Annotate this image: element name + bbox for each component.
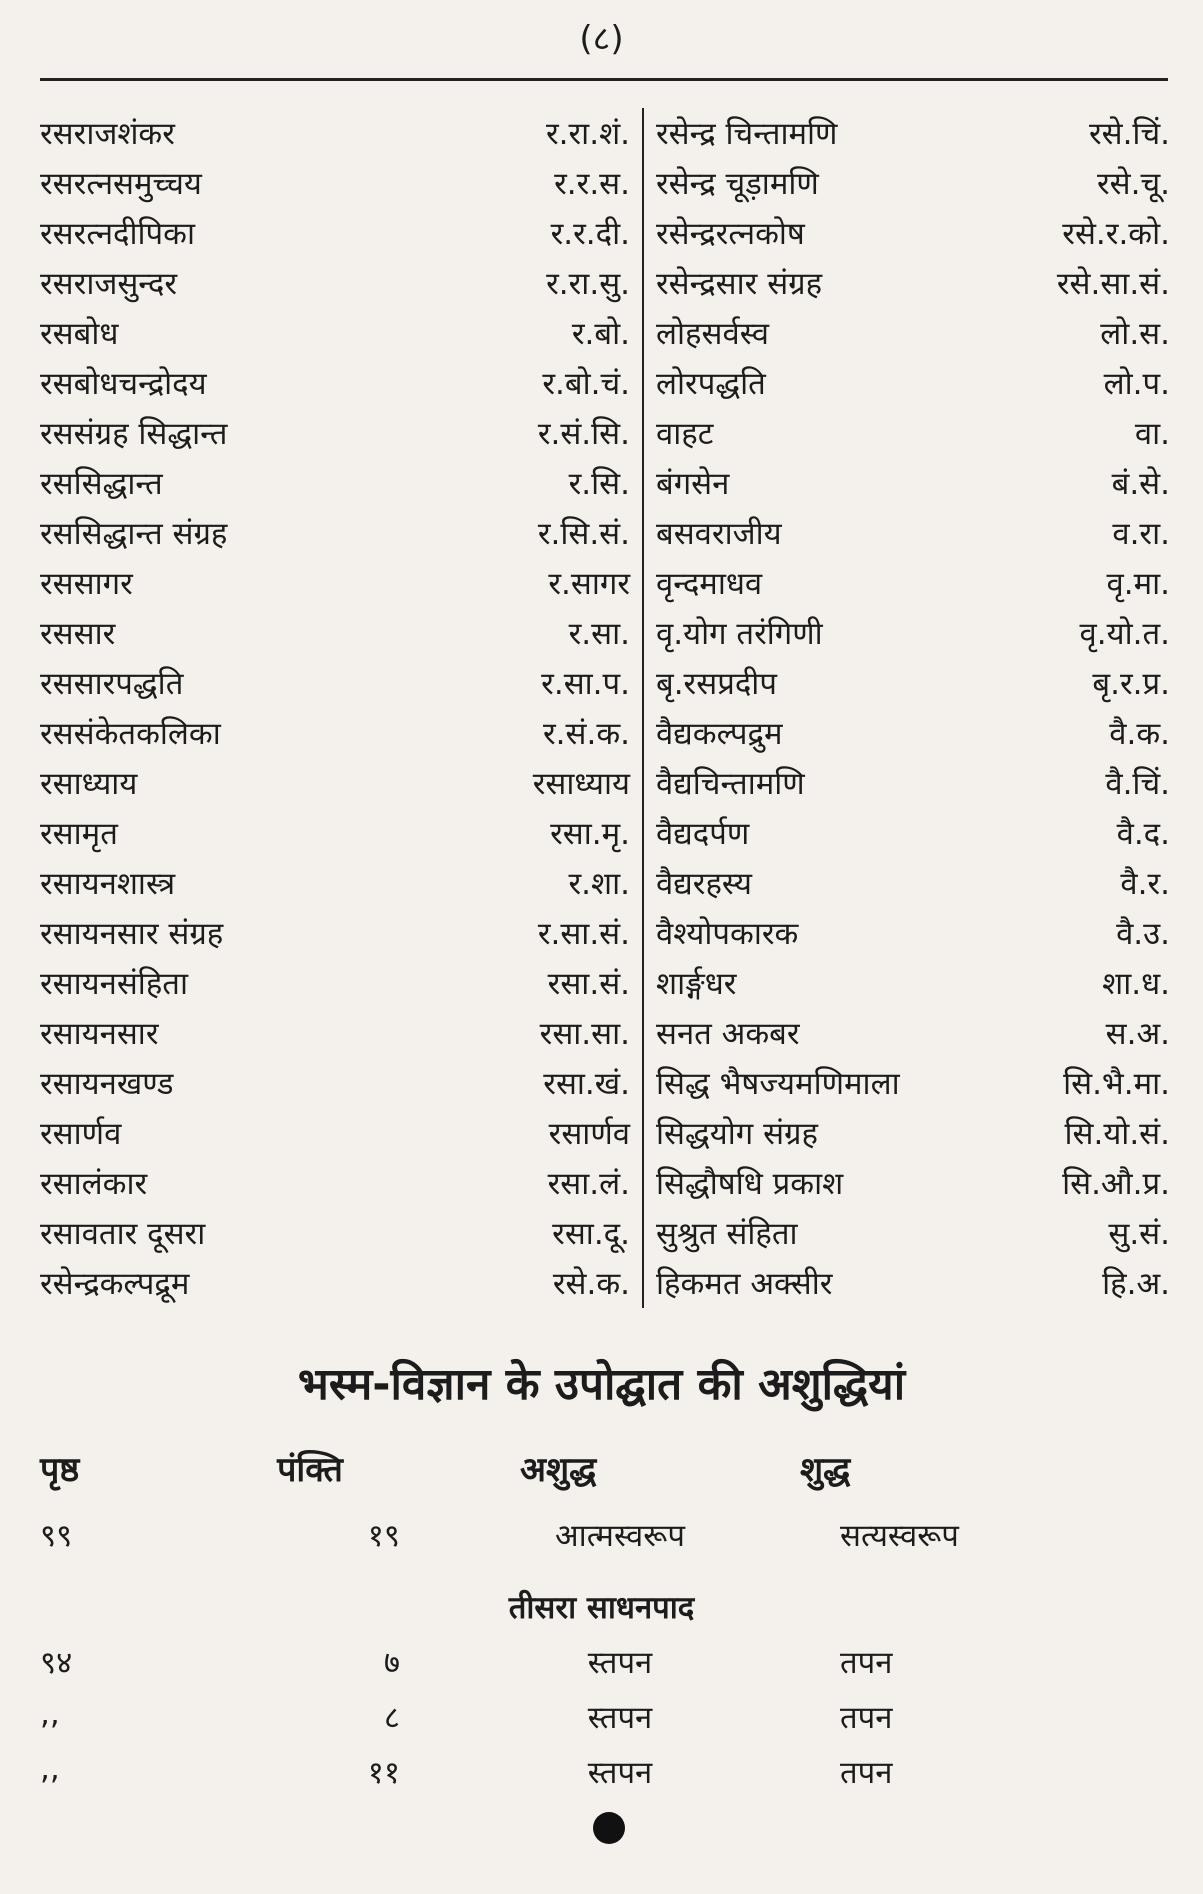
top-rule [40,78,1168,81]
left-abbr: रसा.सं. [547,966,630,1002]
abbreviation-table [40,108,1170,1308]
errata-line: १९ [367,1518,400,1554]
right-name: वाहट [656,416,714,452]
right-abbr: वृ.यो.त. [1079,616,1170,652]
abbreviation-row [40,358,1170,408]
right-name: सुश्रुत संहिता [656,1216,798,1252]
left-abbr: र.सि. [568,466,630,502]
abbreviation-row [40,558,1170,608]
right-name: लोहसर्वस्व [656,316,769,352]
errata-line: ८ [383,1700,400,1736]
left-name: रससिद्धान्त संग्रह [40,516,228,552]
left-name: रसाध्याय [40,766,138,802]
abbreviation-row [40,508,1170,558]
left-abbr: रसा.लं. [547,1166,630,1202]
right-name: बसवराजीय [656,516,782,552]
left-name: रसेन्द्रकल्पद्रूम [40,1266,190,1302]
right-abbr: वा. [1134,416,1170,452]
right-abbr: हि.अ. [1102,1266,1170,1302]
errata-right: तपन [840,1755,893,1791]
left-abbr: र.सि.सं. [537,516,630,552]
right-name: वृन्दमाधव [656,566,763,602]
right-name: सनत अकबर [656,1016,800,1052]
left-name: रसार्णव [40,1116,122,1152]
left-abbr: र.सं.क. [542,716,630,752]
abbreviation-row [40,1158,1170,1208]
abbreviation-row [40,108,1170,158]
left-abbr: रसे.क. [552,1266,630,1302]
left-abbr: र.बो. [571,316,630,352]
left-abbr: रसा.सा. [539,1016,630,1052]
left-abbr: रसार्णव [548,1116,630,1152]
left-abbr: र.शा. [568,866,630,902]
left-abbr: र.सं.सि. [537,416,630,452]
right-abbr: वै.चिं. [1105,766,1170,802]
right-abbr: बं.से. [1111,466,1170,502]
left-name: रसायनसंहिता [40,966,188,1002]
header-right: शुद्ध [800,1450,851,1490]
left-abbr: र.रा.शं. [545,116,630,152]
page-number: (८) [579,19,624,59]
abbreviation-row [40,258,1170,308]
errata-row [40,1751,1170,1793]
right-abbr: रसे.र.को. [1062,216,1170,252]
left-abbr: र.सागर [548,566,630,602]
abbreviation-row [40,658,1170,708]
right-abbr: वै.उ. [1116,916,1170,952]
abbreviation-row [40,1058,1170,1108]
left-abbr: रसा.मृ. [550,816,630,852]
left-abbr: रसा.दू. [552,1216,630,1252]
right-abbr: रसे.चू. [1096,166,1170,202]
page-bullet [593,1812,625,1844]
right-abbr: सि.औ.प्र. [1062,1166,1170,1202]
right-abbr: वै.द. [1116,816,1170,852]
right-abbr: स.अ. [1105,1016,1170,1052]
right-abbr: शा.ध. [1102,966,1170,1002]
right-name: सिद्धौषधि प्रकाश [656,1166,844,1202]
left-abbr: र.र.दी. [550,216,630,252]
section-heading: तीसरा साधनपाद [508,1590,695,1626]
right-name: वृ.योग तरंगिणी [656,616,823,652]
abbreviation-row [40,758,1170,808]
left-name: रसबोधचन्द्रोदय [40,366,207,402]
errata-wrong: स्तपन [587,1645,653,1681]
right-name: वैद्यदर्पण [656,816,750,852]
errata-line: ७ [383,1645,400,1681]
errata-wrong: स्तपन [587,1700,653,1736]
left-name: रसायनशास्त्र [40,866,176,902]
right-name: रसेन्द्र चिन्तामणि [656,116,838,152]
left-name: रसावतार दूसरा [40,1216,206,1252]
errata-row [40,1641,1170,1683]
left-abbr: रसा.खं. [543,1066,630,1102]
left-name: रसायनखण्ड [40,1066,174,1102]
right-name: रसेन्द्रसार संग्रह [656,266,823,302]
right-name: वैद्यकल्पद्रुम [656,716,783,752]
abbreviation-row [40,308,1170,358]
right-abbr: व.रा. [1112,516,1170,552]
errata-page: ९४ [40,1645,73,1681]
left-name: रसायनसार संग्रह [40,916,224,952]
errata-title: भस्म-विज्ञान के उपोद्घात की अशुद्धियां [297,1359,906,1410]
abbreviation-row [40,608,1170,658]
header-page: पृष्ठ [40,1450,80,1490]
errata-right: सत्यस्वरूप [840,1518,959,1554]
right-name: शार्ङ्गधर [656,966,737,1002]
right-name: वैश्योपकारक [656,916,799,952]
right-abbr: सु.सं. [1108,1216,1170,1252]
errata-wrong: आत्मस्वरूप [555,1518,685,1554]
left-name: रसरत्नदीपिका [40,216,195,252]
errata-page: ९९ [40,1518,73,1554]
right-abbr: सि.भै.मा. [1063,1066,1170,1102]
header-line: पंक्ति [277,1450,343,1490]
right-abbr: वै.क. [1109,716,1170,752]
abbreviation-row [40,908,1170,958]
abbreviation-row [40,1258,1170,1308]
left-name: रसराजसुन्दर [40,266,178,302]
left-name: रससिद्धान्त [40,466,163,502]
abbreviation-row [40,1008,1170,1058]
left-name: रसबोध [40,316,119,352]
errata-right: तपन [840,1700,893,1736]
errata-row [40,1514,1170,1556]
header-wrong: अशुद्ध [520,1450,597,1490]
errata-row [40,1696,1170,1738]
right-name: सिद्धयोग संग्रह [656,1116,818,1152]
errata-right: तपन [840,1645,893,1681]
right-name: बृ.रसप्रदीप [656,666,777,702]
left-name: रससार [40,616,116,652]
right-name: वैद्यरहस्य [656,866,752,902]
abbreviation-row [40,958,1170,1008]
left-name: रसराजशंकर [40,116,175,152]
right-name: बंगसेन [656,466,730,502]
abbreviation-row [40,858,1170,908]
left-abbr: र.बो.चं. [542,366,630,402]
abbreviation-row [40,1208,1170,1258]
left-abbr: र.सा. [568,616,630,652]
abbreviation-row [40,458,1170,508]
errata-page: ,, [40,1696,60,1732]
right-abbr: वै.र. [1120,866,1170,902]
left-name: रसरत्नसमुच्चय [40,166,202,202]
left-abbr: र.रा.सु. [546,266,630,302]
left-name: रसायनसार [40,1016,159,1052]
left-name: रसामृत [40,816,118,852]
errata-wrong: स्तपन [587,1755,653,1791]
abbreviation-row [40,708,1170,758]
errata-header [40,1445,1170,1491]
right-name: रसेन्द्ररत्नकोष [656,216,805,252]
right-name: वैद्यचिन्तामणि [656,766,805,802]
right-abbr: लो.स. [1100,316,1170,352]
right-abbr: रसे.चिं. [1088,116,1170,152]
left-abbr: र.सा.प. [541,666,630,702]
abbreviation-row [40,1108,1170,1158]
abbreviation-row [40,808,1170,858]
left-name: रससंकेतकलिका [40,716,221,752]
right-name: रसेन्द्र चूड़ामणि [656,166,819,202]
right-abbr: लो.प. [1103,366,1170,402]
left-name: रससागर [40,566,133,602]
left-abbr: रसाध्याय [532,766,630,802]
right-abbr: सि.यो.सं. [1064,1116,1170,1152]
errata-line: ११ [367,1755,400,1791]
right-abbr: वृ.मा. [1106,566,1170,602]
left-abbr: र.र.स. [554,166,630,202]
right-abbr: रसे.सा.सं. [1056,266,1170,302]
abbreviation-row [40,408,1170,458]
right-name: हिकमत अक्सीर [656,1266,833,1302]
abbreviation-row [40,208,1170,258]
left-name: रससारपद्धति [40,666,184,702]
left-name: रससंग्रह सिद्धान्त [40,416,228,452]
left-name: रसालंकार [40,1166,148,1202]
right-abbr: बृ.र.प्र. [1092,666,1170,702]
right-name: लोरपद्धति [656,366,766,402]
right-name: सिद्ध भैषज्यमणिमाला [656,1066,900,1102]
errata-page: ,, [40,1751,60,1787]
abbreviation-row [40,158,1170,208]
left-abbr: र.सा.सं. [537,916,630,952]
